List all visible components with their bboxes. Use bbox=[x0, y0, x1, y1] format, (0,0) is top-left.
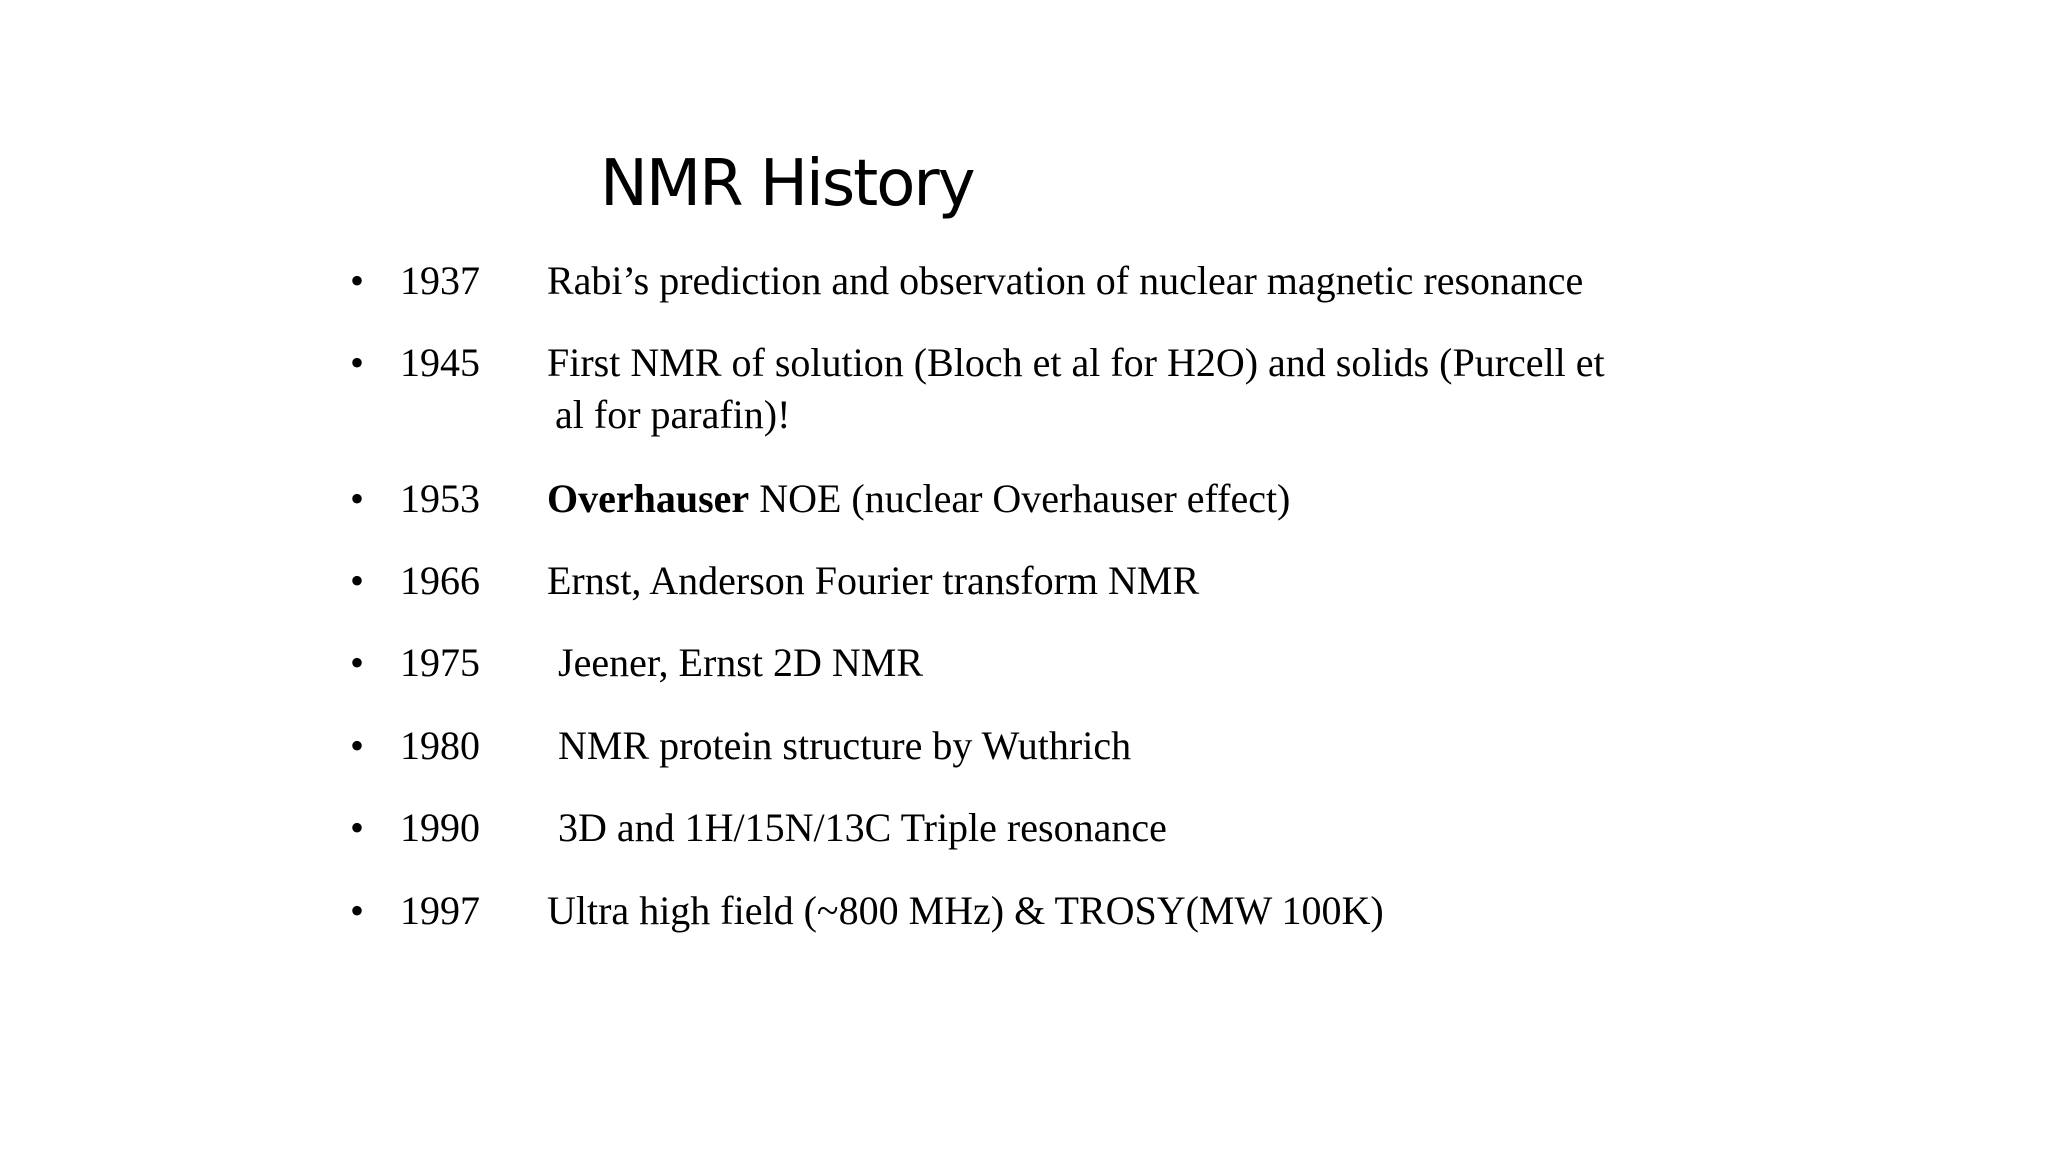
item-year: 1990 bbox=[400, 805, 480, 850]
bullet-icon: • bbox=[350, 558, 365, 603]
item-text: Ultra high field (~800 MHz) & TROSY(MW 100K) bbox=[547, 888, 1384, 933]
bullet-icon: • bbox=[350, 476, 365, 521]
item-text: NOE (nuclear Overhauser effect) bbox=[749, 476, 1291, 521]
item-text: 3D and 1H/15N/13C Triple resonance bbox=[558, 805, 1167, 850]
item-year: 1980 bbox=[400, 723, 480, 768]
slide-title: NMR History bbox=[600, 147, 974, 221]
item-year: 1945 bbox=[400, 340, 480, 385]
item-text-wrapper bbox=[547, 473, 1697, 525]
bullet-icon: • bbox=[350, 340, 365, 385]
item-text: Ernst, Anderson Fourier transform NMR bbox=[547, 558, 1200, 603]
item-year: 1975 bbox=[400, 640, 480, 685]
item-text-bold: Overhauser bbox=[547, 476, 750, 521]
item-text: NMR protein structure by Wuthrich bbox=[558, 723, 1132, 768]
item-text-continuation: al for parafin)! bbox=[555, 392, 791, 437]
bullet-icon: • bbox=[350, 723, 365, 768]
item-text: Rabi’s prediction and observation of nuclear magnetic resonance bbox=[547, 258, 1584, 303]
item-year: 1966 bbox=[400, 558, 480, 603]
item-year: 1937 bbox=[400, 258, 480, 303]
item-text: First NMR of solution (Bloch et al for H2O) and solids (Purcell et bbox=[547, 340, 1605, 385]
bullet-icon: • bbox=[350, 258, 365, 303]
bullet-icon: • bbox=[350, 640, 365, 685]
item-year: 1997 bbox=[400, 888, 480, 933]
item-text: Jeener, Ernst 2D NMR bbox=[558, 640, 923, 685]
bullet-icon: • bbox=[350, 888, 365, 933]
item-year: 1953 bbox=[400, 476, 480, 521]
bullet-icon: • bbox=[350, 805, 365, 850]
